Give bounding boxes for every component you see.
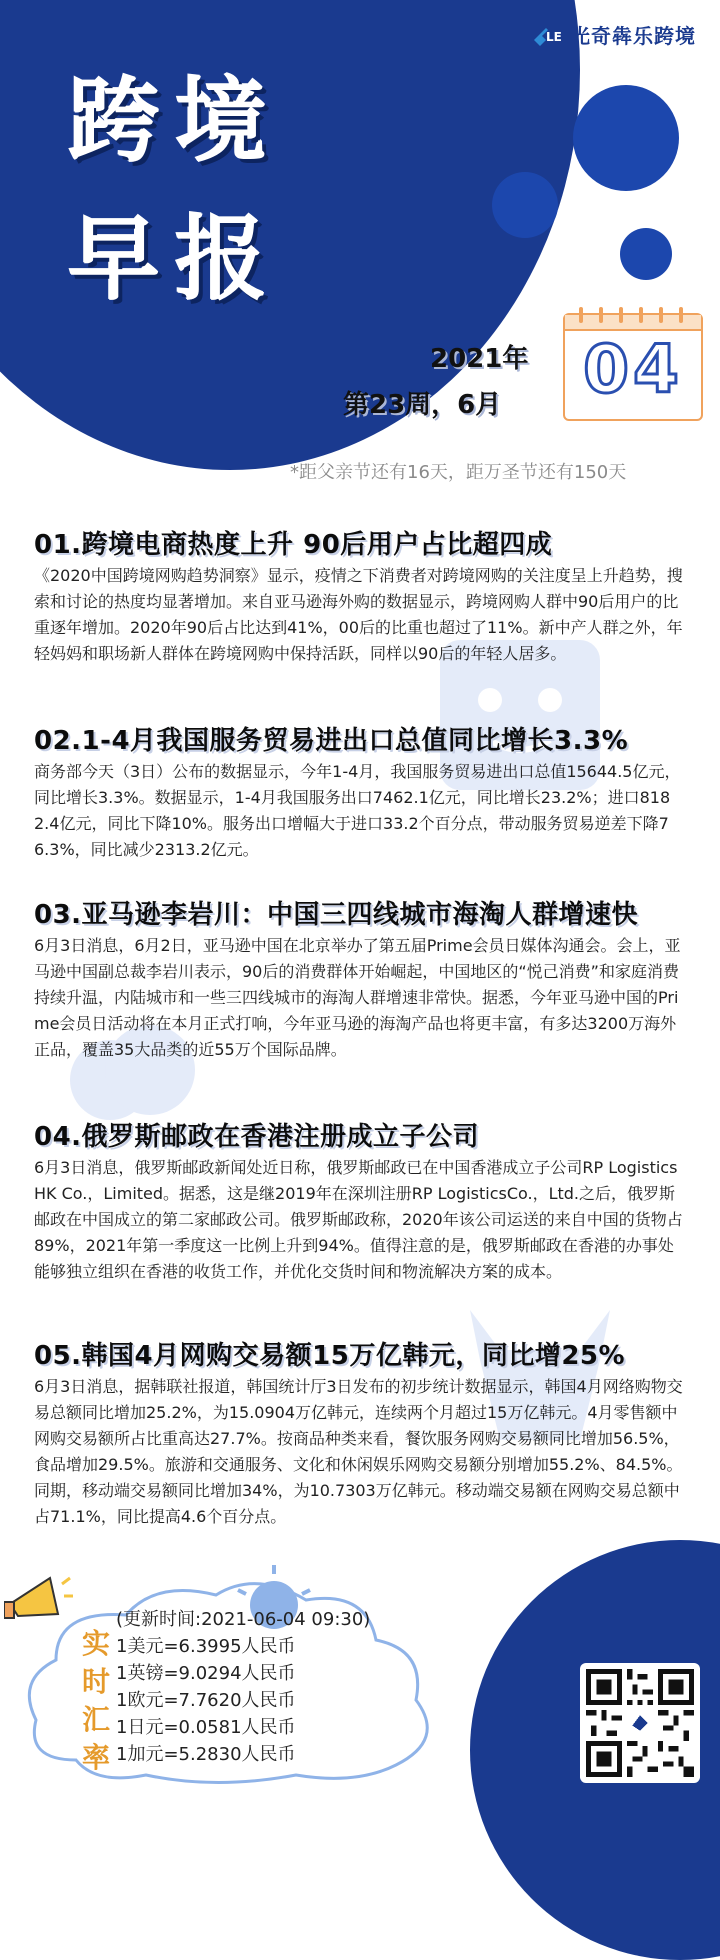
news-title-2	[34, 720, 628, 757]
news-body-2: 商务部今天（3日）公布的数据显示，今年1-4月，我国服务贸易进出口总值15644.5亿元，同比增长3.3%。数据显示，1-4月我国服务出口7462.1亿元，同比增长23.2%；进口8182.4亿元，同比下降10%。服务出口增幅大于进口33.2个百分点，带动服务贸易逆差下降76.3%，同比减少2313.2亿元。	[34, 762, 681, 859]
svg-text:LE: LE	[546, 30, 562, 44]
news-title-5	[34, 1335, 625, 1372]
rate-usd: 1美元=6.3995人民币	[116, 1636, 296, 1657]
rate-cad: 1加元=5.2830人民币	[116, 1744, 296, 1765]
decor-circle-medium	[492, 172, 558, 238]
brand-mark-icon	[524, 14, 564, 54]
decor-circle-small	[620, 228, 672, 280]
news-title-1	[34, 524, 552, 561]
news-title-4-text: 04.俄罗斯邮政在香港注册成立子公司	[34, 1122, 480, 1152]
news-body-3: 6月3日消息，6月2日，亚马逊中国在北京举办了第五届Prime会员日媒体沟通会。会上，亚马逊中国副总裁李岩川表示，90后的消费群体开始崛起，中国地区的“悦己消费”和家庭消费持续升温，内陆城市和一些三四线城市的海淘人群增速非常快。据悉，今年亚马逊中国的Prime会员日活动将在本月正式打响，今年亚马逊的海淘产品也将更丰富，有多达3200万海外正品，覆盖35大品类的近55万个国际品牌。	[34, 936, 681, 1059]
news-title-3-text: 03.亚马逊李岩川：中国三四线城市海淘人群增速快	[34, 900, 639, 930]
rate-jpy: 1日元=0.0581人民币	[116, 1717, 296, 1738]
title-char-3: 早	[68, 206, 167, 313]
rates-updated-time: (更新时间:2021-06-04 09:30)	[116, 1609, 371, 1630]
title-char-4: 报	[175, 206, 274, 313]
calendar-day-number: 04	[583, 331, 683, 408]
news-body-5: 6月3日消息，据韩联社报道，韩国统计厅3日发布的初步统计数据显示，韩国4月网络购物交易总额同比增加25.2%，为15.0904万亿韩元，连续两个月超过15万亿韩元。4月零售额中网购交易额所占比重高达27.7%。按商品种类来看，餐饮服务网购交易额同比增加56.5%，食品增加29.5%。旅游和交通服务、文化和休闲娱乐网购交易额分别增加55.2%、84.5%。同期，移动端交易额同比增加34%，为10.7303万亿韩元。移动端交易额在网购交易总额中占71.1%，同比提高4.6个百分点。	[34, 1377, 683, 1526]
news-title-3	[34, 894, 638, 931]
rate-label-char-4: 率	[81, 1741, 110, 1774]
exchange-rates	[116, 1606, 370, 1768]
title-char-1: 跨	[68, 68, 167, 175]
news-title-2-text: 02.1-4月我国服务贸易进出口总值同比增长3.3%	[34, 726, 629, 756]
rate-label-char-1: 实	[81, 1627, 110, 1660]
holiday-countdown: *距父亲节还有16天，距万圣节还有150天	[290, 462, 627, 483]
news-title-5-text: 05.韩国4月网购交易额15万亿韩元，同比增25%	[34, 1341, 626, 1371]
calendar-day-badge	[563, 313, 703, 421]
qr-code-icon	[586, 1669, 694, 1777]
title-char-2: 境	[175, 68, 274, 175]
rate-eur: 1欧元=7.7620人民币	[116, 1690, 296, 1711]
megaphone-icon	[4, 1570, 74, 1630]
news-title-4	[34, 1116, 479, 1153]
issue-year: 2021年	[430, 344, 529, 374]
news-title-1-text: 01.跨境电商热度上升 90后用户占比超四成	[34, 530, 553, 560]
decor-circle-large	[573, 85, 679, 191]
qr-code[interactable]	[580, 1663, 700, 1783]
brand-logo	[524, 14, 696, 54]
rate-label-char-2: 时	[81, 1665, 110, 1698]
brand-logo-text: 光奇犇乐跨境	[570, 23, 696, 48]
news-body-1: 《2020中国跨境网购趋势洞察》显示，疫情之下消费者对跨境网购的关注度呈上升趋势，搜索和讨论的热度均显著增加。来自亚马逊海外购的数据显示，跨境网购人群中90后用户的比重逐年增加。2020年90后占比达到41%，00后的比重也超过了11%。新中产人群之外，年轻妈妈和职场新人群体在跨境网购中保持活跃，同样以90后的年轻人居多。	[34, 566, 683, 663]
rate-label-char-3: 汇	[81, 1703, 110, 1736]
news-body-4: 6月3日消息，俄罗斯邮政新闻处近日称，俄罗斯邮政已在中国香港成立子公司RP Logistics HK Co.，Limited。据悉，这是继2019年在深圳注册RP LogisticsCo.，Ltd.之后，俄罗斯邮政在中国成立的第二家邮政公司。俄罗斯邮政称，2020年该公司运送的来自中国的货物占89%，2021年第一季度这一比例上升到94%。值得注意的是，俄罗斯邮政在香港的办事处能够独立组织在香港的收货工作，并优化交货时间和物流解决方案的成本。	[34, 1158, 683, 1281]
rate-gbp: 1英镑=9.0294人民币	[116, 1663, 296, 1684]
issue-week: 第23周，6月	[343, 390, 502, 420]
